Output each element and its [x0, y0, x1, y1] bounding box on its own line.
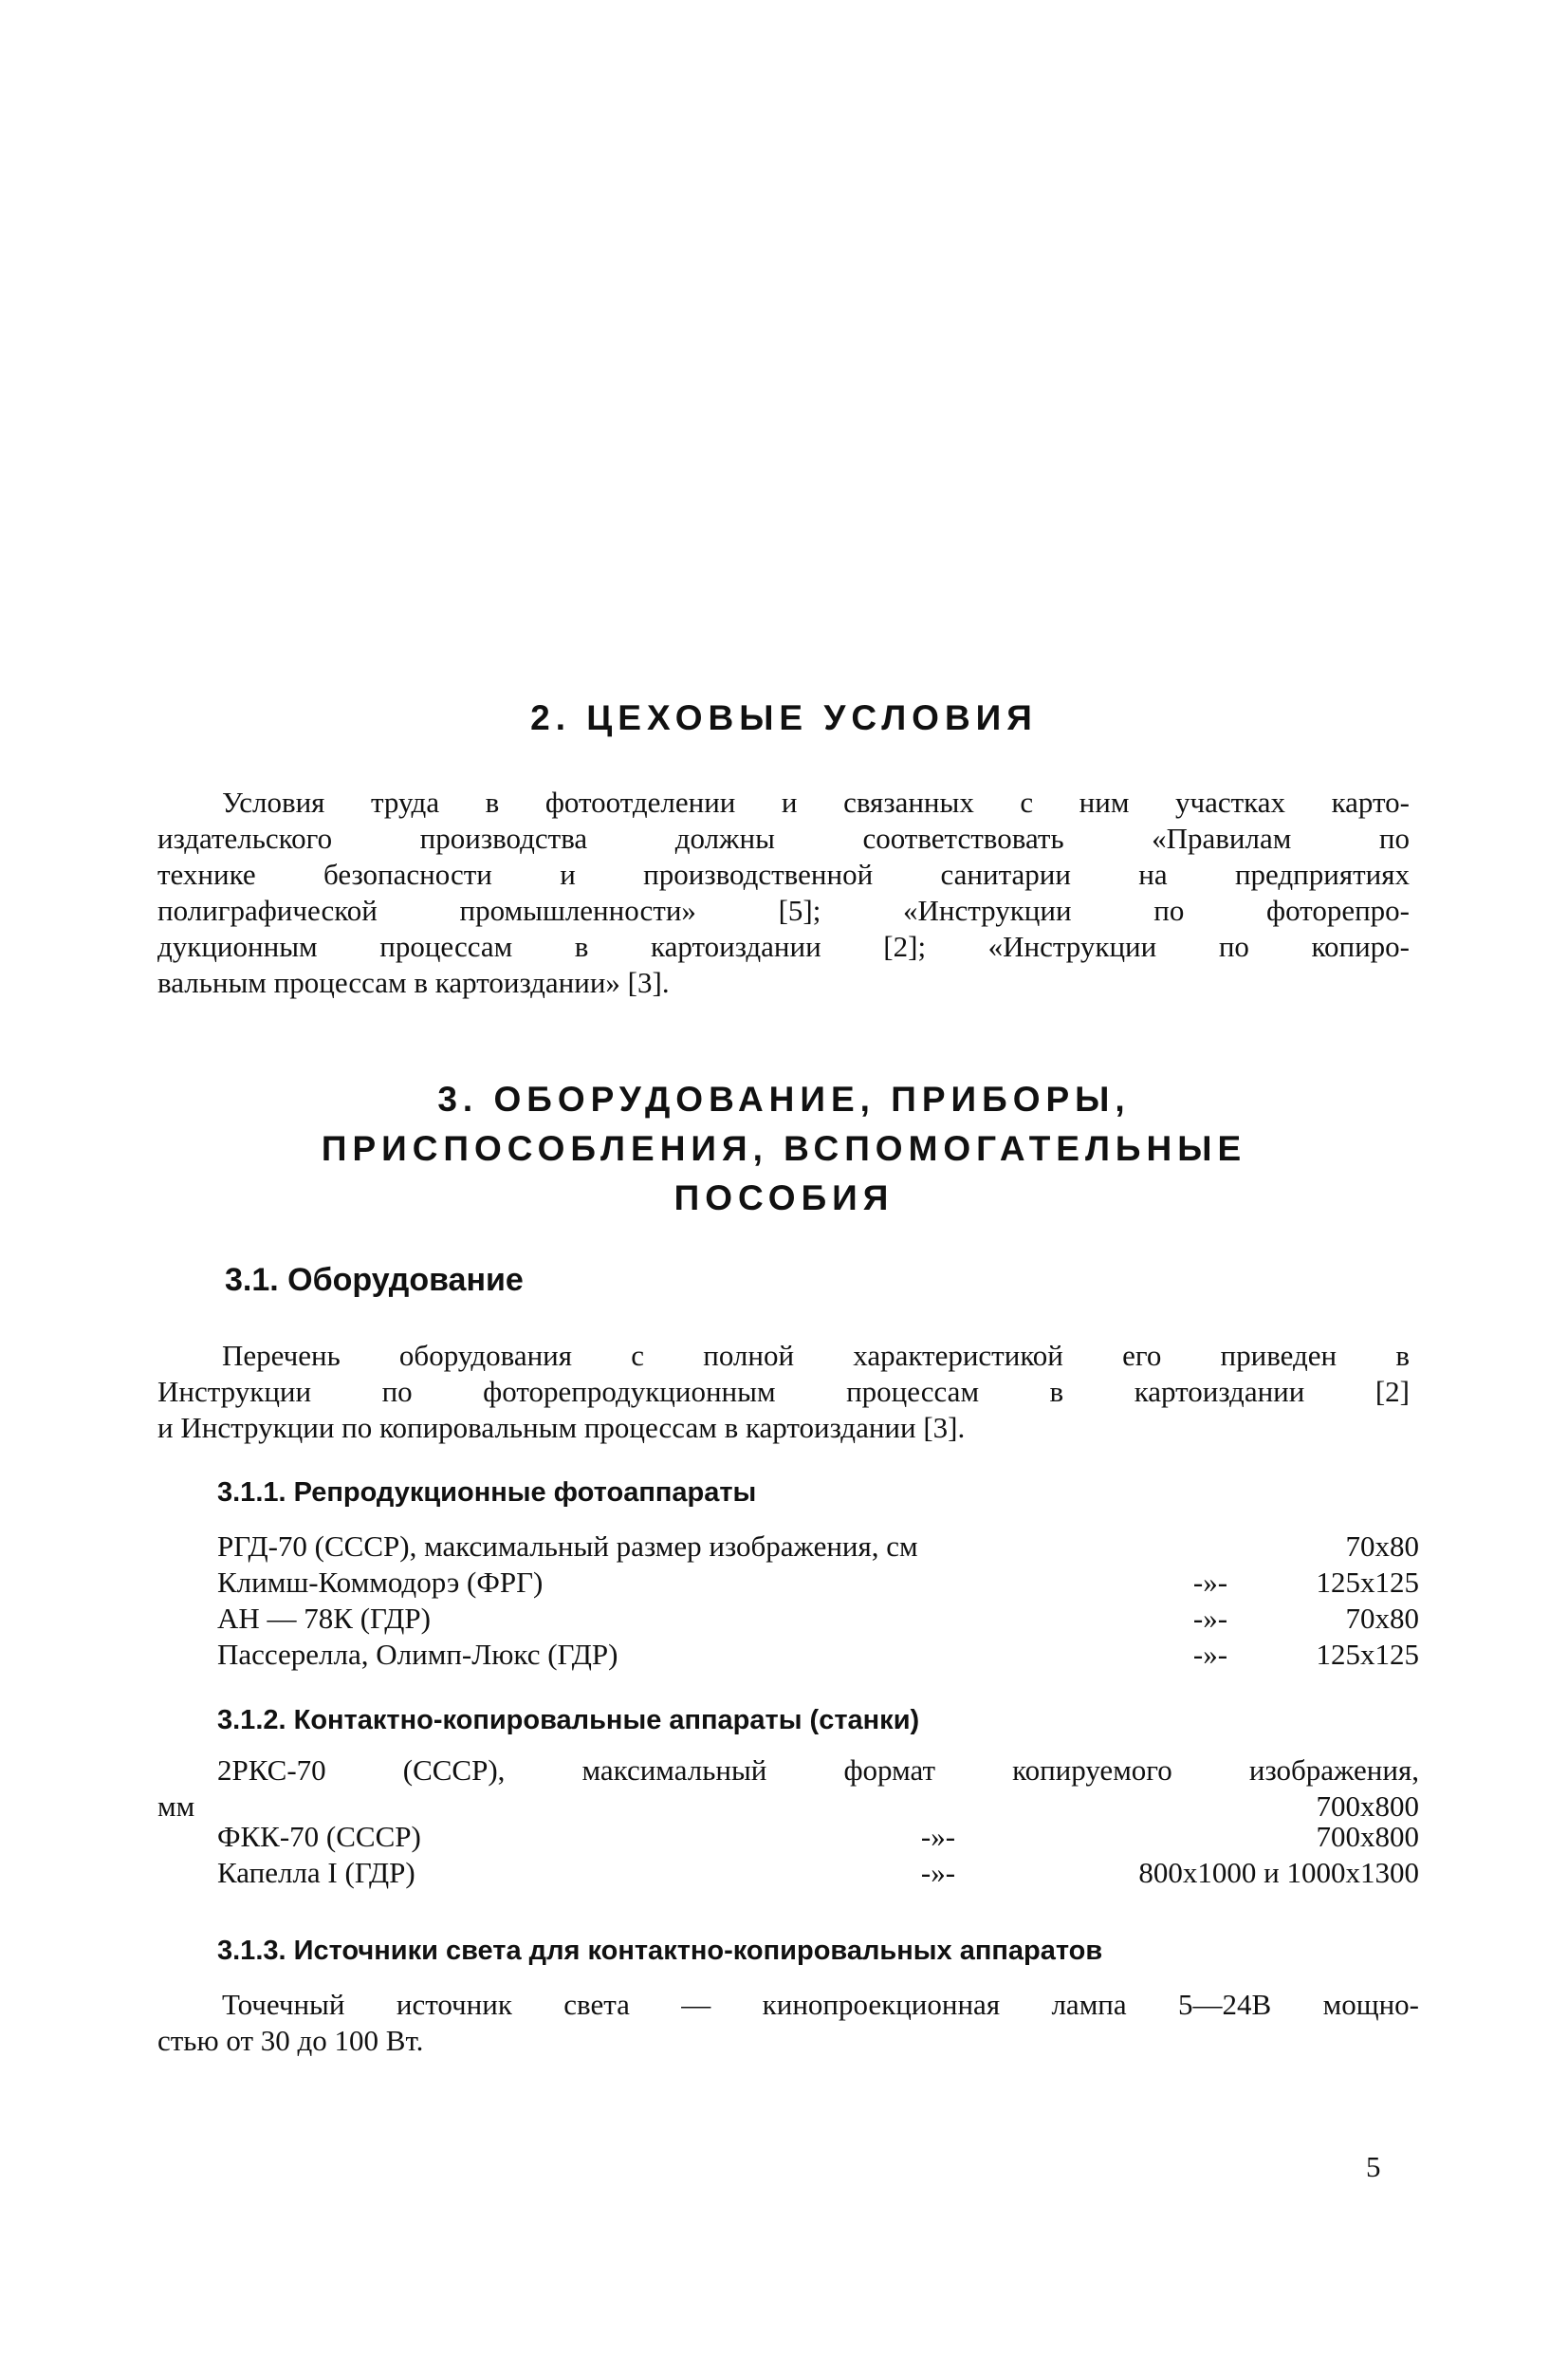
equipment-name: Климш-Коммодорэ (ФРГ): [217, 1565, 544, 1599]
page-number: 5: [1366, 2150, 1381, 2183]
contact-intro-line: 2РКС-70 (СССР), максимальный формат копируемого изображения,: [217, 1753, 1419, 1787]
ditto-mark: -»-: [920, 1855, 956, 1889]
ditto-mark: -»-: [920, 1819, 956, 1853]
equipment-size: 700х800: [1316, 1789, 1419, 1823]
paragraph-line: технике безопасности и производственной санитарии на предприятиях: [157, 858, 1410, 891]
equipment-size: 70х80: [1345, 1601, 1419, 1635]
equipment-size: 800х1000 и 1000х1300: [1138, 1855, 1419, 1889]
table-row: [217, 1818, 1419, 1854]
unit-label: мм: [157, 1789, 195, 1823]
equipment-name: Пассерелла, Олимп-Люкс (ГДР): [217, 1637, 618, 1671]
section-3-heading-line-2: ПРИСПОСОБЛЕНИЯ, ВСПОМОГАТЕЛЬНЫЕ: [321, 1129, 1247, 1168]
ditto-mark: [1153, 1528, 1267, 1564]
equipment-name: АН — 78К (ГДР): [217, 1601, 431, 1635]
contact-table: [217, 1818, 1419, 1890]
paragraph-line: полиграфической промышленности» [5]; «Инструкции по фоторепро-: [157, 894, 1410, 927]
paragraph-line: стью от 30 до 100 Вт.: [157, 2024, 424, 2057]
subsection-3-1-3-paragraph: [157, 1990, 1419, 2062]
equipment-size: 70х80: [1345, 1529, 1419, 1563]
paragraph-line: Точечный источник света — кинопроекционная лампа 5—24В мощно-: [222, 1988, 1419, 2021]
table-row: [217, 1854, 1419, 1890]
contact-intro-unit-row: [157, 1791, 1419, 1821]
equipment-size: 700х800: [1316, 1819, 1419, 1853]
paragraph-line: и Инструкции по копировальным процессам в картоиздании [3].: [157, 1411, 966, 1444]
subsection-3-1-3-heading: 3.1.3. Источники света для контактно-копировальных аппаратов: [217, 1936, 1103, 1966]
ditto-mark: -»-: [1192, 1637, 1228, 1671]
subsection-3-1-paragraph: [157, 1341, 1410, 1449]
section-2-paragraph: [157, 788, 1410, 1004]
equipment-size: 125х125: [1316, 1565, 1419, 1599]
cameras-table: [217, 1528, 1419, 1672]
section-3-heading-line-1: 3. ОБОРУДОВАНИЕ, ПРИБОРЫ,: [437, 1080, 1131, 1119]
table-row: [217, 1564, 1419, 1600]
equipment-name: Капелла I (ГДР): [217, 1855, 415, 1889]
table-row: [217, 1636, 1419, 1672]
subsection-3-1-2-heading: 3.1.2. Контактно-копировальные аппараты (станки): [217, 1705, 920, 1735]
equipment-name: ФКК-70 (СССР): [217, 1819, 421, 1853]
table-row: [217, 1600, 1419, 1636]
subsection-3-1-heading: 3.1. Оборудование: [225, 1262, 524, 1298]
paragraph-line: Перечень оборудования с полной характеристикой его приведен в: [222, 1339, 1410, 1372]
ditto-mark: -»-: [1192, 1565, 1228, 1599]
paragraph-line: дукционным процессам в картоиздании [2]; «Инструкции по копиро-: [157, 930, 1410, 963]
section-2-heading: 2. ЦЕХОВЫЕ УСЛОВИЯ: [530, 698, 1038, 737]
table-row: [217, 1528, 1419, 1564]
equipment-size: 125х125: [1316, 1637, 1419, 1671]
paragraph-line: Условия труда в фотоотделении и связанных с ним участках карто-: [222, 786, 1410, 819]
paragraph-line: Инструкции по фоторепродукционным процессам в картоиздании [2]: [157, 1375, 1410, 1408]
section-3-heading-line-3: ПОСОБИЯ: [673, 1178, 895, 1217]
paragraph-line: издательского производства должны соответствовать «Правилам по: [157, 822, 1410, 855]
subsection-3-1-1-heading: 3.1.1. Репродукционные фотоаппараты: [217, 1477, 757, 1508]
ditto-mark: -»-: [1192, 1601, 1228, 1635]
equipment-name: РГД-70 (СССР), максимальный размер изображения, см: [217, 1529, 918, 1563]
paragraph-line: вальным процессам в картоиздании» [3].: [157, 966, 670, 999]
